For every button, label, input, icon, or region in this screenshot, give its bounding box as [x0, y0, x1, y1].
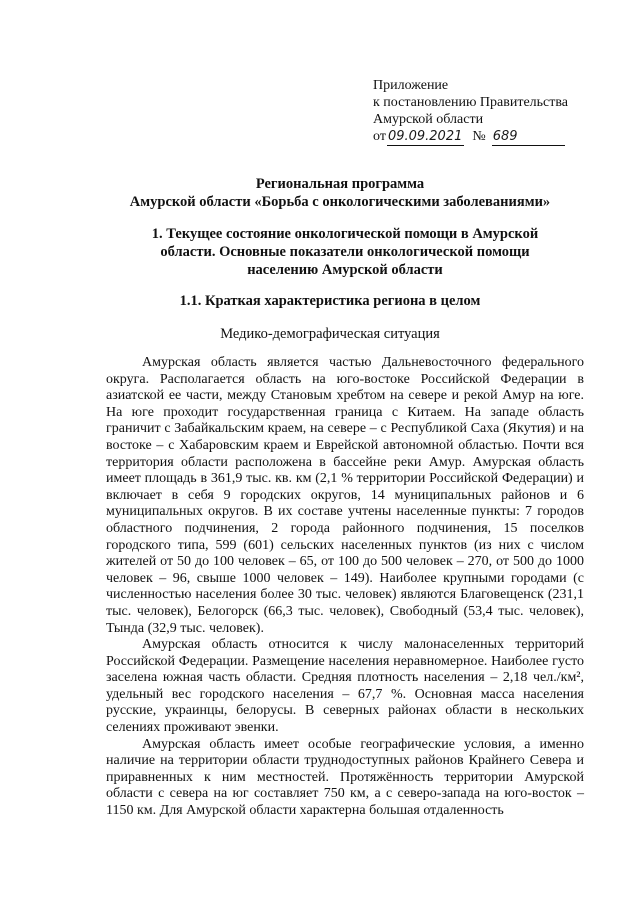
appendix-block [373, 77, 613, 146]
paragraph-3: Амурская область имеет особые географические условия, а именно наличие на территории области труднодоступных районов Крайнего Севера и приравненных к ним местностей. Протяжённость территории Амурской области с севера на юг составляет 750 км, а с северо-запада на юго-восток – 1150 км. Для Амурской области характерна большая отдаленность [106, 736, 584, 819]
subsection-heading: 1.1. Краткая характеристика региона в целом [179, 293, 481, 309]
program-title-line-2: Амурской области «Борьба с онкологическими заболеваниями» [129, 194, 551, 210]
handwritten-date: 09.09.2021 [387, 129, 463, 144]
appendix-line-2: к постановлению Правительства [373, 95, 569, 110]
paragraph-1: Амурская область является частью Дальневосточного федерального округа. Располагается область на юго-востоке Российской Федерации в азиатской ее части, между Становым хребтом на севере и рекой Амур на юге. На юге проходит государственная граница с Китаем. На западе область граничит с Забайкальским краем, на севере – с Республикой Саха (Якутия) и на востоке – с Хабаровским краем и Еврейской автономной областью. Почти вся территория области расположена в бассейне реки Амур. Амурская область имеет площадь в 361,9 тыс. кв. км (2,1 % территории Российской Федерации) и включает в себя 9 городских округов, 14 муниципальных районов и 6 муниципальных округов. В их составе учтены населенные пункты: 7 городов областного подчинения, 2 города районного подчинения, 15 поселков городского типа, 599 (601) сельских населенных пунктов (из них с числом жителей от 50 до 100 человек – 65, от 100 до 500 человек – 270, от 500 до 1000 человек – 96, свыше 1000 человек – 149). Наиболее крупными городами (с численностью населения более 30 тыс. человек) являются Благовещенск (231,1 тыс. человек), Белогорск (66,3 тыс. человек), Свободный (53,4 тыс. человек), Тында (32,9 тыс. человек). [106, 355, 584, 636]
appendix-line-1: Приложение [373, 78, 449, 93]
appendix-line-3: Амурской области [373, 112, 484, 127]
handwritten-number: 689 [492, 128, 565, 146]
date-prefix: от [373, 129, 386, 144]
appendix-date-row [373, 128, 613, 146]
section-heading: 1. Текущее состояние онкологической помощи в Амурской области. Основные показатели онкологической помощи населению Амурской области [151, 226, 539, 278]
body-text [106, 355, 584, 820]
number-prefix: № [472, 129, 486, 144]
subheading: Медико-демографическая ситуация [220, 326, 440, 342]
program-title-line-1: Региональная программа [255, 176, 425, 192]
paragraph-2: Амурская область относится к числу малонаселенных территорий Российской Федерации. Размещение населения неравномерное. Наиболее густо заселена южная часть области. Средняя плотность населения – 2,18 чел./км², удельный вес городского населения – 67,7 %. Основная масса населения русские, украинцы, белорусы. В северных районах области в нескольких селениях проживают эвенки. [106, 637, 584, 736]
program-title [60, 175, 620, 211]
